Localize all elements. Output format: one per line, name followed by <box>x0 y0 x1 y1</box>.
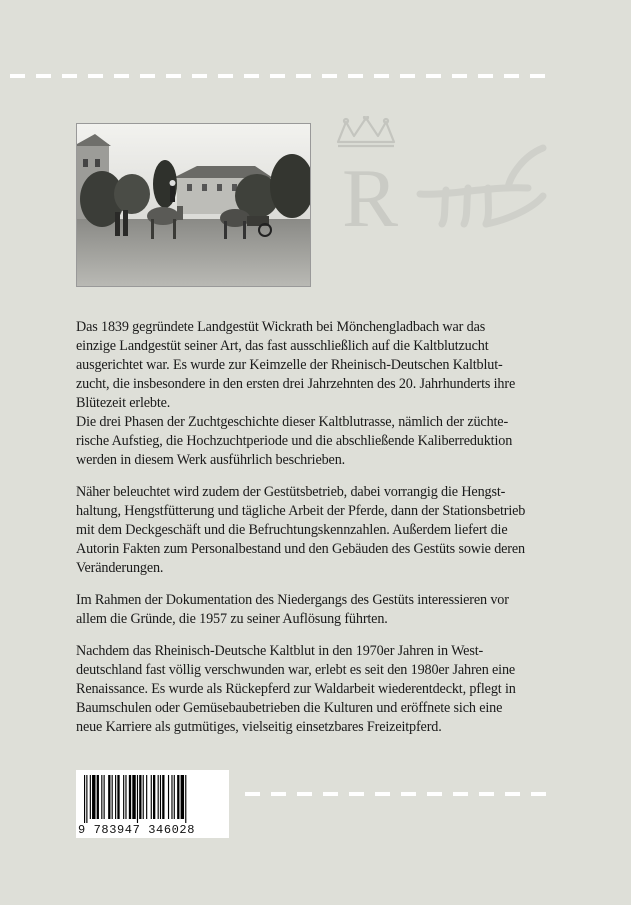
text-line: einzige Landgestüt seiner Art, das fast ausschließlich auf die Kaltblutzucht <box>76 338 489 354</box>
photo-image <box>77 124 310 286</box>
historical-photo <box>76 123 311 287</box>
text-line: ausgerichtet war. Es wurde zur Keimzelle der Rheinisch-Deutschen Kaltblut- <box>76 357 503 373</box>
text-line: Blütezeit erlebte. <box>76 395 171 411</box>
text-line: neue Karriere als gutmütiges, vielseitig einsetzbares Freizeitpferd. <box>76 719 442 735</box>
barcode-bars <box>84 775 222 823</box>
text-line: Veränderungen. <box>76 560 164 576</box>
barcode-bar <box>151 775 152 819</box>
text-line: Das 1839 gegründete Landgestüt Wickrath bei Mönchengladbach war das <box>76 319 486 335</box>
barcode-bar <box>168 775 169 819</box>
plough-icon <box>420 148 543 224</box>
barcode-bar <box>90 775 91 819</box>
paragraph-4 <box>76 642 558 737</box>
text-line: Die drei Phasen der Zuchtgeschichte dieser Kaltblutrasse, nämlich der züchte- <box>76 414 509 430</box>
text-line: mit dem Deckgeschäft und die Befruchtungskennzahlen. Außerdem liefert die <box>76 522 508 538</box>
blurb-text <box>76 318 558 737</box>
barcode-bar <box>84 775 85 823</box>
barcode-bar <box>92 775 95 819</box>
rheinisch-logo <box>328 116 553 240</box>
barcode-bar <box>171 775 172 819</box>
paragraph-3 <box>76 591 558 629</box>
barcode-bar <box>146 775 147 819</box>
text-line: Im Rahmen der Dokumentation des Niedergangs des Gestüts interessieren vor <box>76 592 509 608</box>
paragraph-2 <box>76 483 558 578</box>
barcode-bar <box>185 775 186 823</box>
barcode-bar <box>129 775 131 819</box>
barcode-bar <box>86 775 87 823</box>
text-line: werden in diesem Werk ausführlich beschrieben. <box>76 452 346 468</box>
barcode-bar <box>137 775 138 823</box>
text-line: Renaissance. Es wurde als Rückepferd zur Waldarbeit wiederentdeckt, pflegt in <box>76 681 516 697</box>
text-line: Nachdem das Rheinisch-Deutsche Kaltblut in den 1970er Jahren in West- <box>76 643 484 659</box>
barcode-bar <box>132 775 135 819</box>
barcode-bar <box>108 775 110 819</box>
barcode-bar <box>143 775 144 819</box>
barcode-bar <box>117 775 119 819</box>
text-line: Autorin Fakten zum Personalbestand und den Gebäuden des Gestüts sowie deren <box>76 541 525 557</box>
barcode-bar <box>153 775 155 819</box>
barcode-bar <box>139 775 141 819</box>
barcode-bar <box>181 775 184 819</box>
barcode-bar <box>115 775 116 819</box>
text-line: Näher beleuchtet wird zudem der Gestütsbetrieb, dabei vorrangig die Hengst- <box>76 484 506 500</box>
isbn-number: 9 783947 346028 <box>78 823 196 837</box>
bottom-dashed-line <box>245 792 555 796</box>
barcode-bar <box>112 775 113 819</box>
isbn-barcode <box>76 770 229 838</box>
barcode-bar <box>177 775 179 819</box>
barcode-bar <box>97 775 99 819</box>
barcode-bar <box>104 775 105 819</box>
text-line: allem die Gründe, die 1957 zu seiner Auflösung führten. <box>76 611 388 627</box>
text-line: Baumschulen oder Gemüsebaubetrieben die Kulturen und eröffnete sich eine <box>76 700 503 716</box>
top-dashed-line <box>10 74 555 78</box>
barcode-bar <box>123 775 124 819</box>
barcode-bar <box>101 775 102 819</box>
paragraph-1 <box>76 318 558 470</box>
logo-letter: R <box>342 152 399 240</box>
text-line: deutschland fast völlig verschwunden war, erlebt es seit den 1980er Jahren eine <box>76 662 516 678</box>
barcode-bar <box>162 775 164 819</box>
barcode-bar <box>158 775 159 819</box>
barcode-bar <box>160 775 161 819</box>
text-line: rische Aufstieg, die Hochzuchtperiode und die abschließende Kaliberreduktion <box>76 433 513 449</box>
crown-icon <box>338 116 394 146</box>
text-line: zucht, die insbesondere in den ersten drei Jahrzehnten des 20. Jahrhunderts ihre <box>76 376 516 392</box>
barcode-bar <box>125 775 126 819</box>
barcode-bar <box>174 775 175 819</box>
text-line: haltung, Hengstfütterung und tägliche Arbeit der Pferde, dann der Stationsbetrieb <box>76 503 526 519</box>
